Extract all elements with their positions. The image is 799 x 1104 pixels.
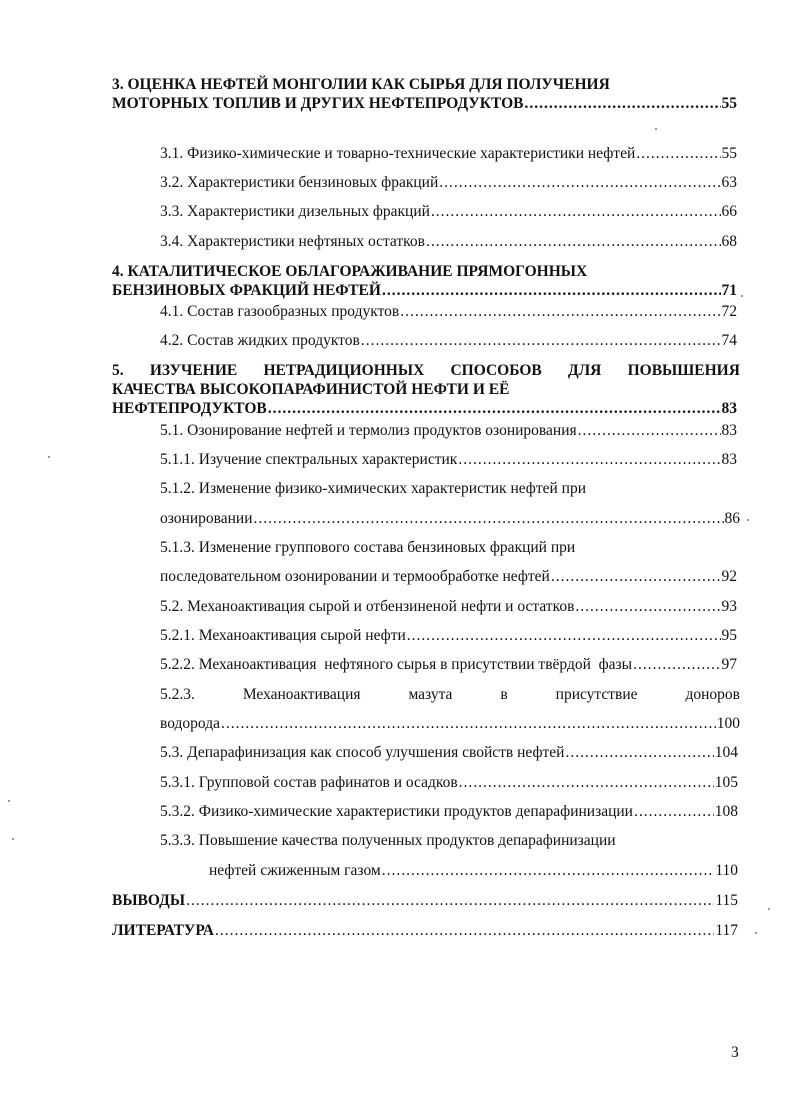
- toc-ch5-entry[interactable]: [112, 399, 737, 419]
- toc-s4-2-title: 4.2. Состав жидких продуктов: [160, 332, 360, 349]
- scan-speck: [768, 908, 770, 910]
- toc-s5-2-1[interactable]: [160, 626, 737, 646]
- leader-dots: [431, 202, 721, 222]
- leader-dots: [459, 773, 714, 793]
- toc-ch5-word: ДЛЯ: [567, 362, 602, 379]
- toc-s5-3-page: 104: [714, 744, 738, 761]
- toc-s5-3-2-title: 5.3.2. Физико-химические характеристики продуктов депарафинизации: [160, 803, 633, 820]
- toc-s5-2-3-word: 5.2.3.: [160, 686, 195, 703]
- toc-s5-3[interactable]: [160, 743, 738, 763]
- toc-s5-1-1-title: 5.1.1. Изучение спектральных характеристик: [160, 451, 458, 468]
- toc-s5-2-page: 93: [721, 598, 737, 615]
- toc-s5-1-2-page: 86: [724, 510, 740, 527]
- toc-s3-2-page: 63: [721, 174, 737, 191]
- toc-ch4-title-line1[interactable]: 4. КАТАЛИТИЧЕСКОЕ ОБЛАГОРАЖИВАНИЕ ПРЯМОГОННЫХ: [112, 263, 588, 280]
- scan-speck: [12, 838, 14, 840]
- leader-dots: [551, 567, 721, 587]
- toc-s5-1-2-line2: озонировании: [160, 510, 253, 527]
- toc-s3-3-title: 3.3. Характеристики дизельных фракций: [160, 203, 430, 220]
- toc-ch5-word: ИЗУЧЕНИЕ: [149, 362, 238, 379]
- toc-ch5-word: НЕТРАДИЦИОННЫХ: [263, 362, 425, 379]
- toc-s5-3-3-line2: нефтей сжиженным газом: [209, 862, 381, 879]
- toc-s3-2[interactable]: [160, 173, 737, 193]
- toc-s3-1[interactable]: [160, 144, 737, 164]
- toc-s5-1-2-line1[interactable]: 5.1.2. Изменение физико-химических характеристик нефтей при: [160, 480, 587, 497]
- toc-s5-1-3-line2: последовательном озонировании и термообработке нефтей: [160, 568, 550, 585]
- toc-s5-2-3-word: присутствие: [555, 686, 638, 703]
- leader-dots: [382, 281, 721, 301]
- leader-dots: [361, 331, 721, 351]
- toc-ch4-page: 71: [721, 282, 737, 299]
- toc-ch3-page: 55: [721, 95, 737, 112]
- toc-s4-1[interactable]: [160, 302, 737, 322]
- toc-s5-2-2[interactable]: [160, 655, 737, 675]
- leader-dots: [382, 861, 715, 881]
- toc-ch3-title-line1[interactable]: 3. ОЦЕНКА НЕФТЕЙ МОНГОЛИИ КАК СЫРЬЯ ДЛЯ ПОЛУЧЕНИЯ: [112, 76, 610, 93]
- page-number: 3: [731, 1044, 739, 1061]
- leader-dots: [254, 509, 724, 529]
- toc-ch5-word: 5.: [112, 362, 124, 379]
- scan-speck: [747, 519, 749, 521]
- toc-s5-2-3-word: доноров: [685, 686, 740, 703]
- toc-s4-2[interactable]: [160, 331, 737, 351]
- toc-s5-2-2-page: 97: [721, 656, 737, 673]
- toc-s5-2-3-line1[interactable]: [160, 685, 740, 705]
- toc-s5-2-2-title: 5.2.2. Механоактивация нефтяного сырья в присутствии твёрдой фазы: [160, 656, 633, 673]
- toc-literature-page: 117: [715, 922, 738, 939]
- toc-s4-2-page: 74: [721, 332, 737, 349]
- toc-ch5-title-line3: НЕФТЕПРОДУКТОВ: [112, 400, 267, 417]
- toc-conclusions[interactable]: [112, 891, 738, 911]
- toc-ch4-entry[interactable]: [112, 281, 737, 301]
- leader-dots: [268, 399, 721, 419]
- toc-s3-1-page: 55: [721, 145, 737, 162]
- toc-s5-2-3-word: Механоактивация: [242, 686, 361, 703]
- toc-s5-3-3[interactable]: [209, 861, 738, 881]
- toc-s3-3-page: 66: [721, 203, 737, 220]
- leader-dots: [215, 921, 714, 941]
- toc-s5-3-2-page: 108: [714, 803, 738, 820]
- toc-s5-3-1-title: 5.3.1. Групповой состав рафинатов и осадков: [160, 774, 458, 791]
- toc-s5-2[interactable]: [160, 597, 737, 617]
- toc-ch4-title-line2: БЕНЗИНОВЫХ ФРАКЦИЙ НЕФТЕЙ: [112, 282, 381, 299]
- leader-dots: [525, 94, 721, 114]
- leader-dots: [636, 144, 720, 164]
- toc-s3-1-title: 3.1. Физико-химические и товарно-технические характеристики нефтей: [160, 145, 636, 162]
- toc-s5-2-1-title: 5.2.1. Механоактивация сырой нефти: [160, 627, 406, 644]
- toc-s5-2-3-word: мазута: [408, 686, 453, 703]
- toc-s5-1-3-page: 92: [721, 568, 737, 585]
- toc-s3-4[interactable]: [160, 232, 737, 252]
- toc-s5-1-3-line1[interactable]: 5.1.3. Изменение группового состава бензиновых фракций при: [160, 539, 576, 556]
- toc-s5-2-1-page: 95: [721, 627, 737, 644]
- scan-speck: [8, 800, 10, 802]
- toc-s5-2-title: 5.2. Механоактивация сырой и отбензиненой нефти и остатков: [160, 598, 575, 615]
- toc-ch5-word: СПОСОБОВ: [450, 362, 542, 379]
- toc-s3-2-title: 3.2. Характеристики бензиновых фракций: [160, 174, 439, 191]
- toc-s5-1-3[interactable]: [160, 567, 737, 587]
- toc-literature-title: ЛИТЕРАТУРА: [112, 922, 214, 939]
- leader-dots: [400, 302, 720, 322]
- scan-speck: [48, 456, 50, 458]
- toc-conclusions-title: ВЫВОДЫ: [112, 892, 186, 909]
- toc-ch3-title-line2: МОТОРНЫХ ТОПЛИВ И ДРУГИХ НЕФТЕПРОДУКТОВ: [112, 95, 524, 112]
- leader-dots: [186, 891, 714, 911]
- toc-s5-2-3-page: 100: [716, 715, 740, 732]
- toc-s5-2-3-line2: водорода: [160, 715, 220, 732]
- toc-s5-1-title: 5.1. Озонирование нефтей и термолиз продуктов озонирования: [160, 422, 577, 439]
- leader-dots: [565, 743, 713, 763]
- toc-s5-3-1-page: 105: [714, 774, 738, 791]
- leader-dots: [575, 597, 720, 617]
- leader-dots: [634, 802, 714, 822]
- toc-s4-1-page: 72: [721, 303, 737, 320]
- toc-s5-3-2[interactable]: [160, 802, 738, 822]
- toc-s5-1-page: 83: [721, 422, 737, 439]
- toc-s5-3-3-page: 110: [715, 862, 738, 879]
- toc-s5-1-1[interactable]: [160, 450, 737, 470]
- leader-dots: [458, 450, 720, 470]
- toc-s5-3-title: 5.3. Депарафинизация как способ улучшения свойств нефтей: [160, 744, 565, 761]
- leader-dots: [407, 626, 721, 646]
- toc-s5-1-2[interactable]: [160, 509, 740, 529]
- toc-ch5-word: ПОВЫШЕНИЯ: [627, 362, 740, 379]
- leader-dots: [439, 173, 720, 193]
- toc-s3-4-title: 3.4. Характеристики нефтяных остатков: [160, 233, 425, 250]
- toc-ch5-title-line1[interactable]: [112, 361, 740, 381]
- scan-speck: [741, 295, 743, 297]
- toc-ch5-title-line2[interactable]: КАЧЕСТВА ВЫСОКОПАРАФИНИСТОЙ НЕФТИ И ЕЁ: [112, 381, 510, 398]
- toc-s5-1[interactable]: [160, 421, 737, 441]
- toc-conclusions-page: 115: [715, 892, 738, 909]
- toc-s5-2-3[interactable]: [160, 714, 740, 734]
- toc-s5-3-3-line1[interactable]: 5.3.3. Повышение качества полученных продуктов депарафинизации: [160, 832, 616, 849]
- toc-s5-3-1[interactable]: [160, 773, 738, 793]
- leader-dots: [633, 655, 720, 675]
- toc-s4-1-title: 4.1. Состав газообразных продуктов: [160, 303, 400, 320]
- leader-dots: [426, 232, 721, 252]
- toc-s5-2-3-word: в: [500, 686, 508, 703]
- toc-ch3-entry[interactable]: [112, 94, 737, 114]
- scan-speck: [655, 128, 657, 130]
- toc-s5-1-1-page: 83: [721, 451, 737, 468]
- toc-s3-4-page: 68: [721, 233, 737, 250]
- scan-speck: [755, 932, 757, 934]
- leader-dots: [221, 714, 716, 734]
- toc-literature[interactable]: [112, 921, 738, 941]
- toc-s3-3[interactable]: [160, 202, 737, 222]
- toc-ch5-page: 83: [721, 400, 737, 417]
- leader-dots: [578, 421, 721, 441]
